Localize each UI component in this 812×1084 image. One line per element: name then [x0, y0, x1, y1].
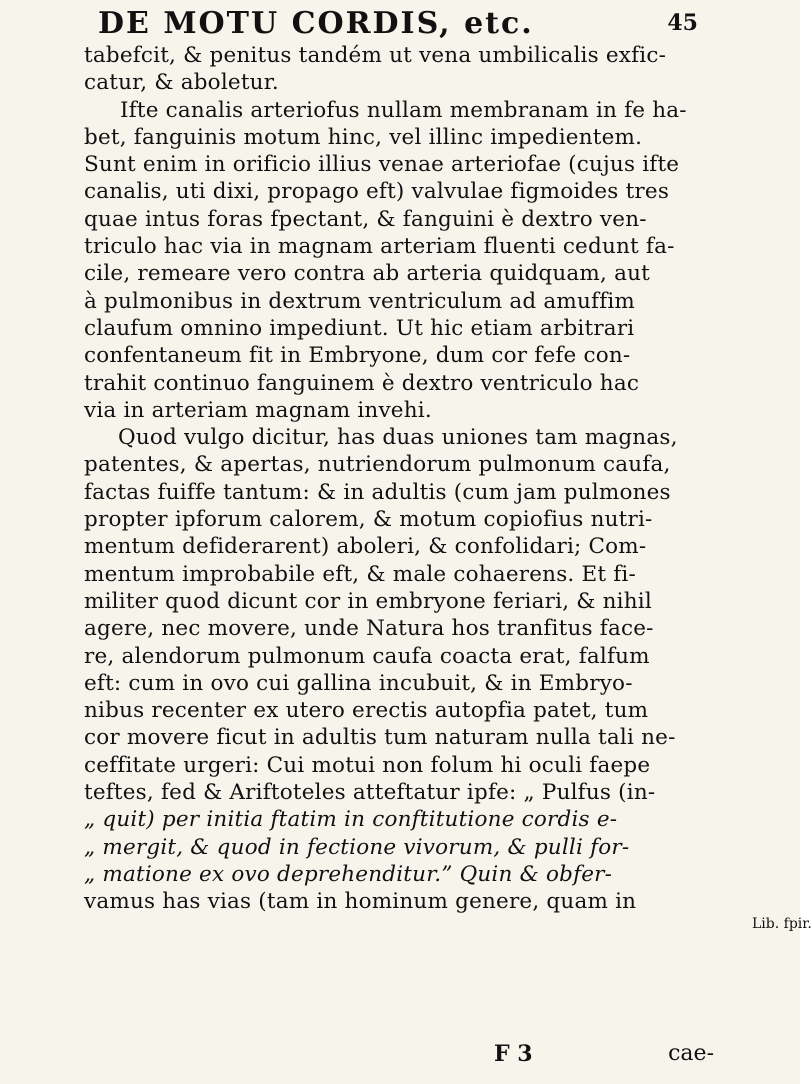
page-number: 45 [667, 10, 698, 36]
text-line: agere, nec movere, unde Natura hos tranfitus face- [84, 616, 654, 642]
text-line: tabefcit, & penitus tandém ut vena umbilicalis exfic- [84, 43, 667, 68]
text-line: propter ipforum calorem, & motum copiofius nutri- [84, 507, 653, 533]
text-line: re, alendorum pulmonum caufa coacta erat, falfum [84, 643, 650, 669]
text-line: confentaneum fit in Embryone, dum cor fefe con- [84, 343, 631, 369]
body-text [84, 42, 744, 916]
text-line: cor movere ficut in adultis tum naturam nulla tali ne- [84, 725, 676, 751]
running-title: DE MOTU CORDIS, etc. [98, 6, 534, 41]
text-line: Sunt enim in orificio illius venae arteriofae (cujus ifte [84, 152, 680, 178]
running-head [90, 2, 710, 41]
text-line: patentes, & apertas, nutriendorum pulmonum caufa, [84, 452, 671, 478]
text-line: teftes, fed & Ariftoteles atteftatur ipfe: „ Pulfus (in- [84, 780, 656, 806]
text-line: via in arteriam magnam invehi. [84, 397, 432, 423]
text-line: Ifte canalis arteriofus nullam membranam in fe ha- [120, 97, 687, 123]
text-line: nibus recenter ex utero erectis autopfia patet, tum [84, 698, 649, 724]
quotation-line: „ quit) per initia ftatim in conftitutione cordis e- [84, 807, 618, 833]
text-line: à pulmonibus in dextrum ventriculum ad amuffim [84, 288, 636, 314]
text-line: trahit continuo fanguinem è dextro ventriculo hac [84, 370, 640, 396]
text-line: claufum omnino impediunt. Ut hic etiam arbitrari [84, 315, 635, 341]
text-line: canalis, uti dixi, propago eft) valvulae figmoides tres [84, 179, 670, 205]
quotation-line: „ mergit, & quod in fectione vivorum, & pulli for- [84, 834, 630, 860]
signature-mark: F 3 [494, 1041, 533, 1067]
margin-note: Lib. fpir. [752, 916, 812, 932]
text-line: bet, fanguinis motum hinc, vel illinc impedientem. [84, 124, 643, 150]
text-line: cile, remeare vero contra ab arteria quidquam, aut [84, 261, 650, 287]
text-line: vamus has vias (tam in hominum genere, quam in [84, 889, 637, 915]
text-line: triculo hac via in magnam arteriam fluenti cedunt fa- [84, 234, 675, 260]
text-line: catur, & aboletur. [84, 70, 279, 96]
text-line: ceffitate urgeri: Cui motui non folum hi oculi faepe [84, 752, 651, 778]
page-footer [84, 1041, 724, 1069]
text-line: eft: cum in ovo cui gallina incubuit, & in Embryo- [84, 670, 633, 696]
text-line: quae intus foras fpectant, & fanguini è dextro ven- [84, 206, 647, 232]
text-line: mentum defiderarent) aboleri, & confolidari; Com- [84, 534, 647, 560]
text-line: Quod vulgo dicitur, has duas uniones tam magnas, [118, 425, 678, 451]
text-line: mentum improbabile eft, & male cohaerens. Et fi- [84, 561, 636, 587]
quotation-line: „ matione ex ovo deprehenditur.” Quin & obfer- [84, 861, 613, 887]
text-line: factas fuiffe tantum: & in adultis (cum jam pulmones [84, 479, 671, 505]
text-line: militer quod dicunt cor in embryone feriari, & nihil [84, 588, 652, 614]
catchword: cae- [668, 1041, 714, 1066]
